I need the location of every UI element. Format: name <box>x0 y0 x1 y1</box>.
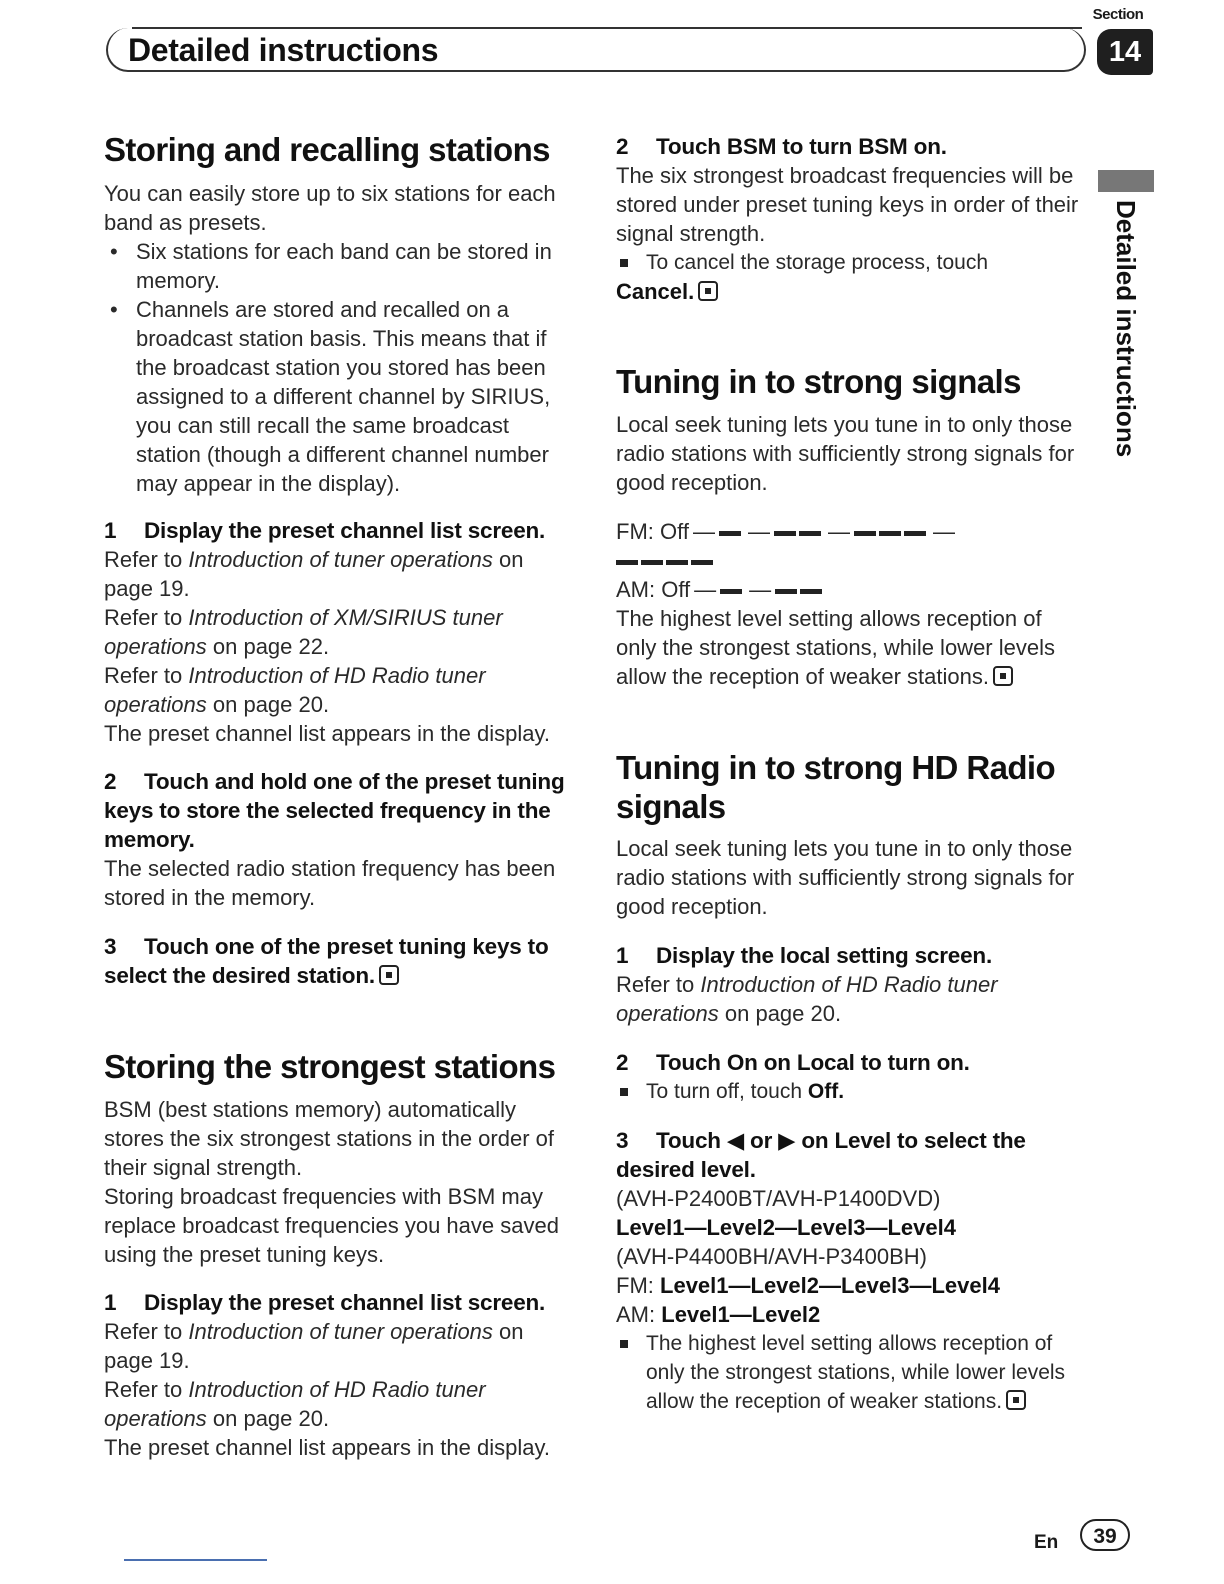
step-1-display-preset <box>104 516 574 748</box>
step-3-touch-preset <box>104 932 574 990</box>
reference: Refer to Introduction of HD Radio tuner operations on page 20. <box>616 972 998 1026</box>
reference-1: Refer to Introduction of tuner operations on page 19. <box>104 547 524 601</box>
hd-step-3 <box>616 1126 1086 1416</box>
step-2-touch-hold <box>104 767 574 912</box>
paragraph: You can easily store up to six stations for each band as presets. <box>104 181 556 235</box>
section-label: Section <box>1092 6 1144 23</box>
reference-2: Refer to Introduction of XM/SIRIUS tuner operations on page 22. <box>104 605 503 659</box>
end-mark-icon <box>698 281 718 301</box>
side-tab-marker <box>1098 170 1154 192</box>
fm-level-line-continued <box>616 546 1086 575</box>
end-mark-icon <box>379 965 399 985</box>
list-item: • Channels are stored and recalled on a broadcast station basis. This means that if the broadcast station you stored has been assigned to a different channel by SIRIUS, you can still recall the same broadcast station (though a different channel number may appear in the display). <box>104 295 574 498</box>
model-list-2: (AVH-P4400BH/AVH-P3400BH) <box>616 1244 927 1269</box>
step-result: The preset channel list appears in the display. <box>104 1435 550 1460</box>
section-heading: Tuning in to strong HD Radio signals <box>616 749 1056 825</box>
storing-recalling-section <box>104 130 574 169</box>
hd-signals-body <box>616 834 1086 921</box>
levels-1: Level1—Level2—Level3—Level4 <box>616 1215 956 1240</box>
step-title: 3 Touch ◀ or ▶ on Level to select the desired level. <box>616 1128 1026 1182</box>
page-title: Detailed instructions <box>128 32 439 68</box>
storing-recalling-intro <box>104 179 574 498</box>
hd-step-1 <box>616 941 1086 1028</box>
paragraph: The highest level setting allows reception of only the strongest stations, while lower levels allow the reception of weaker stations. <box>616 606 1055 689</box>
level-bar-icon <box>904 531 926 536</box>
note: To turn off, touch Off. <box>616 1077 1086 1106</box>
level-bar-icon <box>800 589 822 594</box>
end-mark-icon <box>993 666 1013 686</box>
hd-step-2 <box>616 1048 1086 1106</box>
level-bar-icon <box>641 560 663 565</box>
paragraph: Local seek tuning lets you tune in to only those radio stations with sufficiently strong signals for good reception. <box>616 836 1075 919</box>
step-result: The preset channel list appears in the display. <box>104 721 550 746</box>
section-heading: Tuning in to strong signals <box>616 363 1021 400</box>
level-bar-icon <box>774 531 796 536</box>
am-levels: AM: Level1—Level2 <box>616 1302 821 1327</box>
level-bar-icon <box>879 531 901 536</box>
note: The highest level setting allows reception of only the strongest stations, while lower levels allow the reception of weaker stations. <box>616 1329 1086 1416</box>
step-title: 1 Display the preset channel list screen. <box>104 1290 546 1315</box>
bsm-step-2 <box>616 132 1086 306</box>
step-title: 3 Touch one of the preset tuning keys to select the desired station. <box>104 934 549 988</box>
reference-1: Refer to Introduction of tuner operations on page 19. <box>104 1319 524 1373</box>
section-heading: Storing the strongest stations <box>104 1048 556 1085</box>
fm-level-line: FM: Off — — — — <box>616 519 955 544</box>
end-mark-icon <box>1006 1390 1026 1410</box>
level-bar-icon <box>691 560 713 565</box>
bsm-step-1 <box>104 1288 574 1462</box>
level-bar-icon <box>799 531 821 536</box>
paragraph: BSM (best stations memory) automatically stores the six strongest stations in the order of their signal strength. <box>104 1097 555 1180</box>
fm-levels: FM: Level1—Level2—Level3—Level4 <box>616 1273 1000 1298</box>
section-heading: Storing and recalling stations <box>104 131 550 168</box>
strong-signals-body <box>616 410 1086 497</box>
strong-signals-section <box>616 362 1086 401</box>
step-title: 2 Touch and hold one of the preset tuning keys to store the selected frequency in the memory. <box>104 769 565 852</box>
paragraph: Local seek tuning lets you tune in to only those radio stations with sufficiently strong signals for good reception. <box>616 412 1075 495</box>
level-bar-icon <box>854 531 876 536</box>
note: To cancel the storage process, touch <box>616 248 1086 277</box>
page-number: 39 <box>1080 1519 1130 1551</box>
paragraph: Storing broadcast frequencies with BSM may replace broadcast frequencies you have saved using the preset tuning keys. <box>104 1184 559 1267</box>
level-indicators <box>616 517 1086 691</box>
reference-3: Refer to Introduction of HD Radio tuner operations on page 20. <box>104 663 486 717</box>
step-result: The selected radio station frequency has been stored in the memory. <box>104 856 556 910</box>
level-bar-icon <box>720 589 742 594</box>
level-bar-icon <box>719 531 741 536</box>
level-bar-icon <box>666 560 688 565</box>
storing-strongest-body <box>104 1095 574 1269</box>
list-item: • Six stations for each band can be stored in memory. <box>104 237 574 295</box>
step-title: 1 Display the preset channel list screen. <box>104 518 546 543</box>
hd-signals-section <box>616 748 1086 826</box>
step-title: 2 Touch BSM to turn BSM on. <box>616 134 947 159</box>
level-bar-icon <box>775 589 797 594</box>
storing-strongest-section <box>104 1047 574 1086</box>
model-list-1: (AVH-P2400BT/AVH-P1400DVD) <box>616 1186 941 1211</box>
paragraph: The six strongest broadcast frequencies will be stored under preset tuning keys in order of their signal strength. <box>616 163 1079 246</box>
footer-rule <box>124 1559 267 1561</box>
level-bar-icon <box>616 560 638 565</box>
step-title: 2 Touch On on Local to turn on. <box>616 1050 970 1075</box>
side-tab-label: Detailed instructions <box>1111 200 1141 458</box>
bullet-list <box>104 237 574 498</box>
reference-2: Refer to Introduction of HD Radio tuner operations on page 20. <box>104 1377 486 1431</box>
language-label: En <box>1034 1532 1059 1553</box>
note-continued: Cancel. <box>616 277 1086 306</box>
section-number-badge: 14 <box>1097 29 1153 75</box>
am-level-line: AM: Off — — <box>616 575 1086 604</box>
step-title: 1 Display the local setting screen. <box>616 943 993 968</box>
